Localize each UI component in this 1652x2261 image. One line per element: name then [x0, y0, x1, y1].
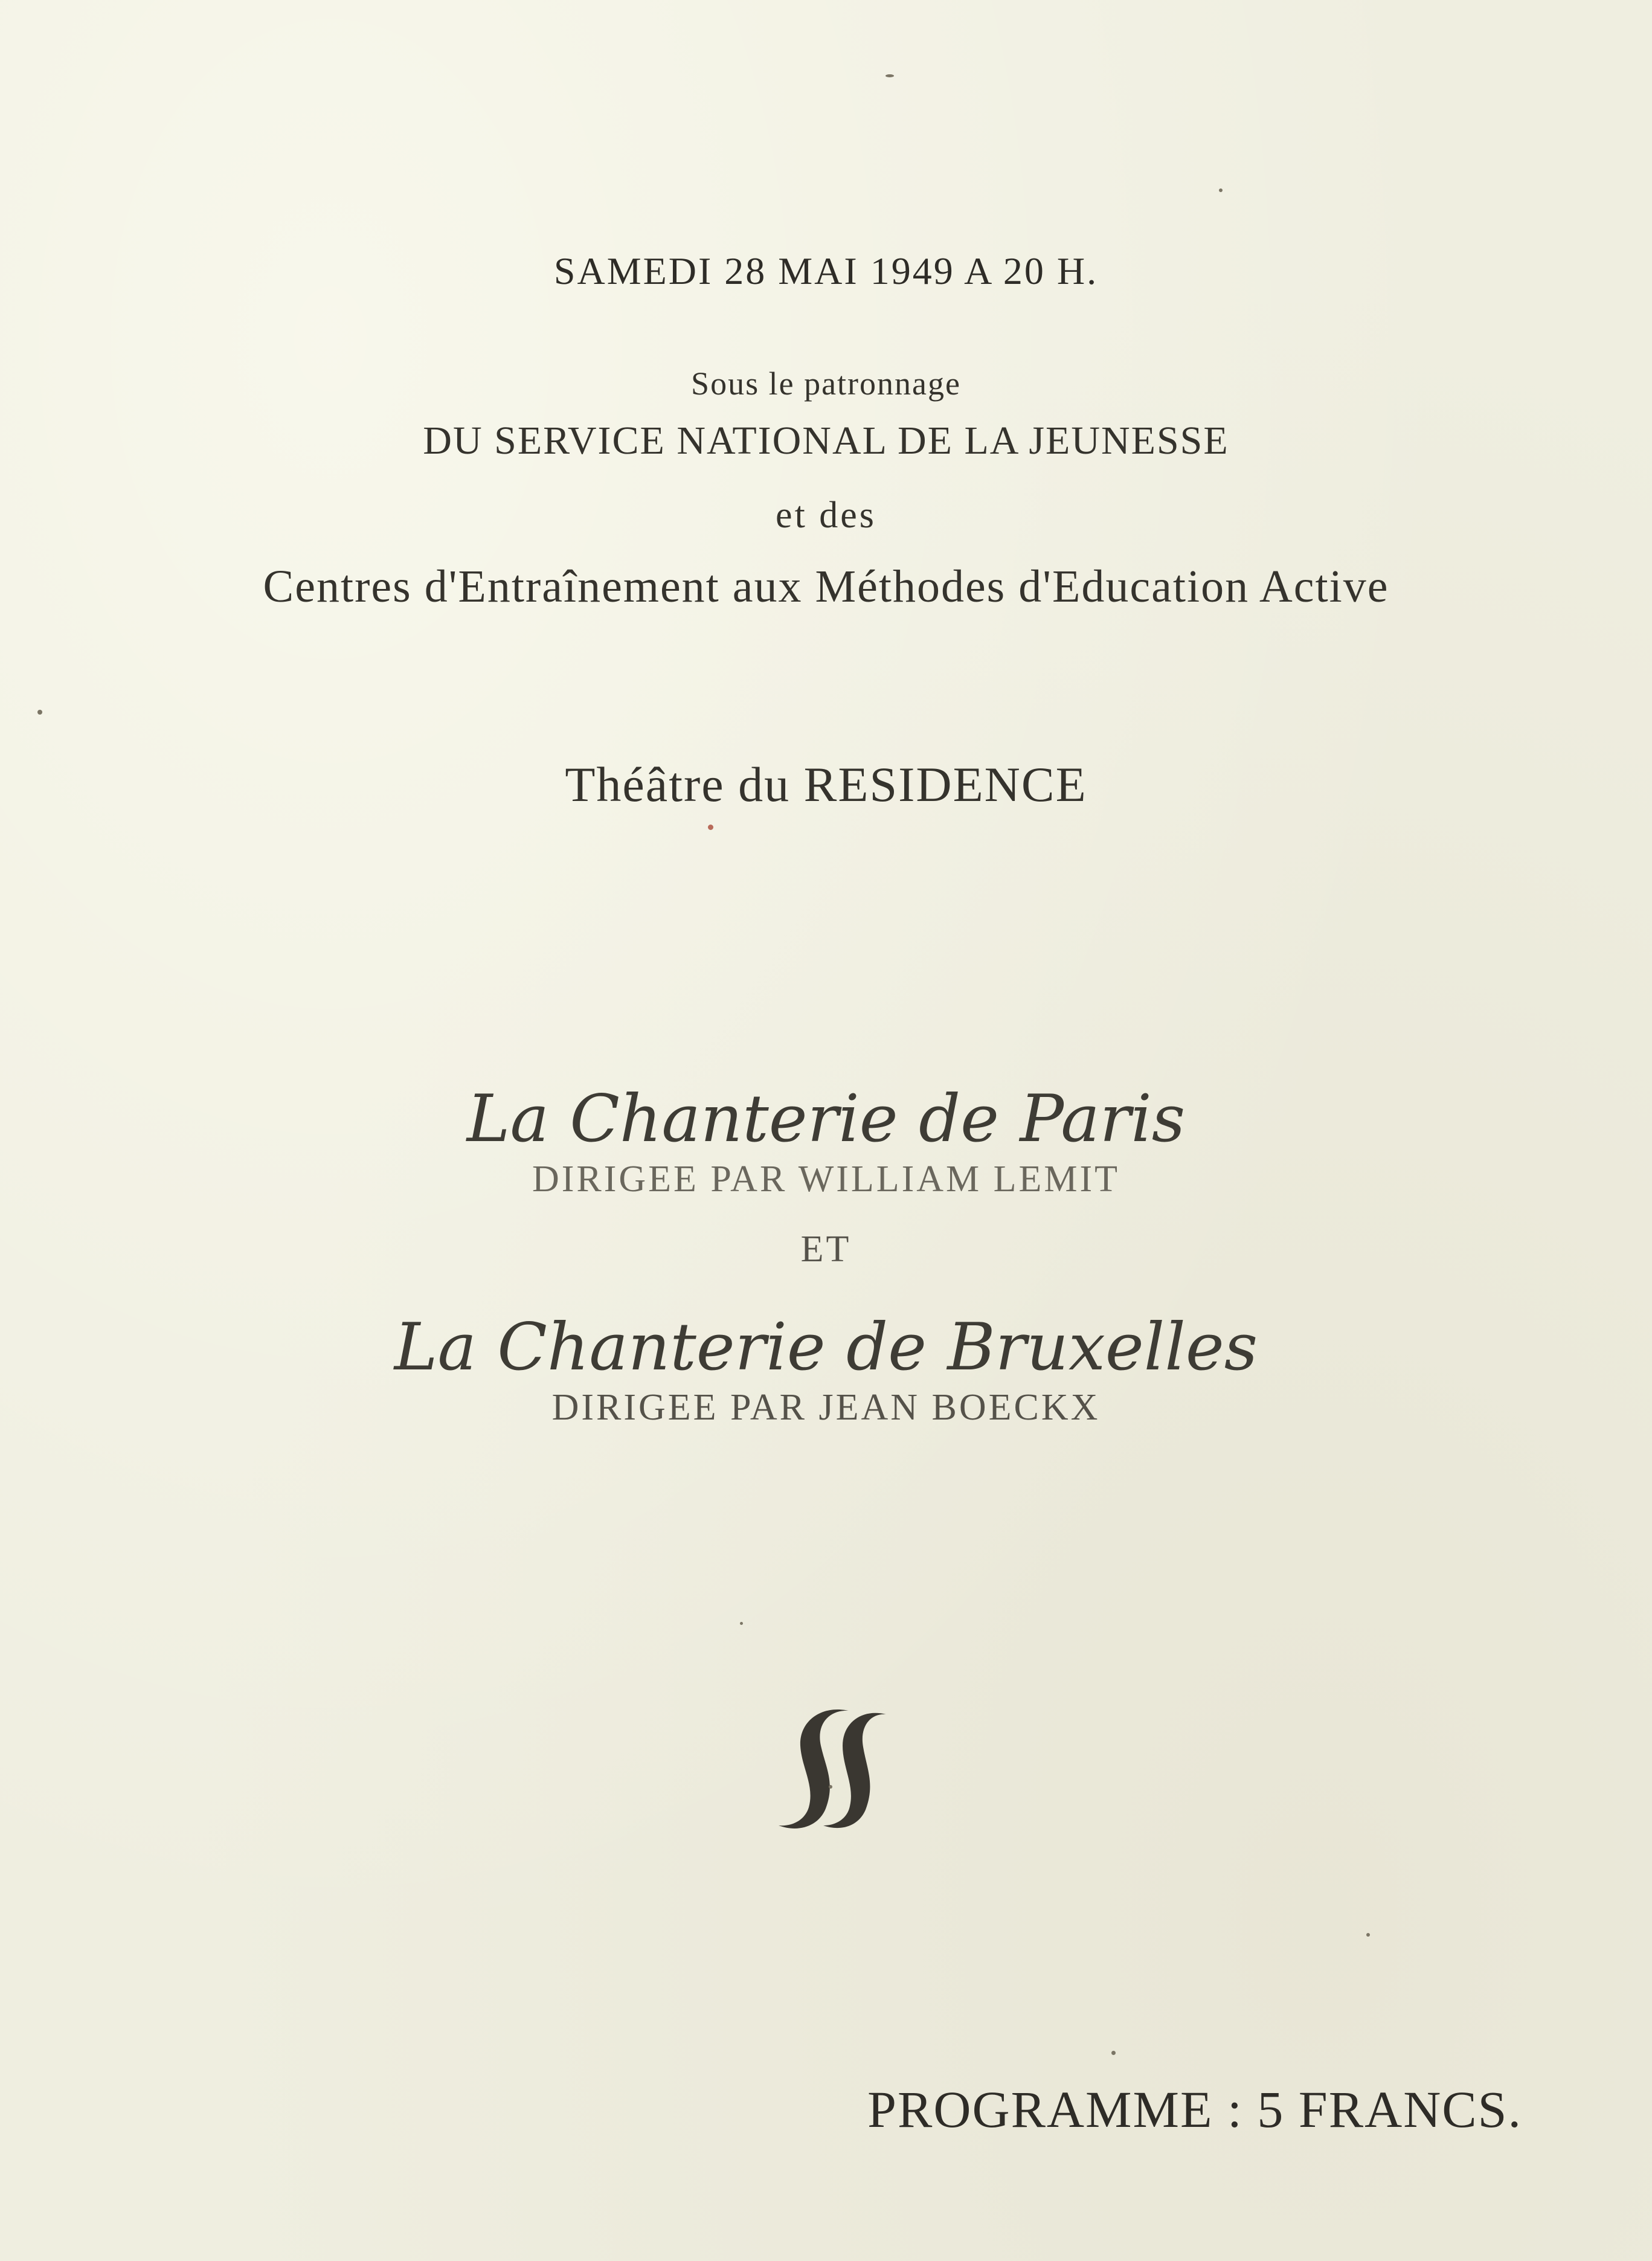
- paper-speck: [708, 825, 713, 830]
- programme-price: PROGRAMME : 5 FRANCS.: [867, 2080, 1522, 2138]
- ss-monogram-icon: [758, 1697, 903, 1842]
- choir-bruxelles-director: DIRIGEE PAR JEAN BOECKX: [551, 1387, 1101, 1428]
- paper-speck: [37, 710, 42, 715]
- patronage-organization: DU SERVICE NATIONAL DE LA JEUNESSE: [423, 419, 1229, 463]
- choir-paris-title: La Chanterie de Paris: [466, 1081, 1186, 1157]
- patronage-intro: Sous le patronnage: [691, 365, 961, 402]
- venue-name: Théâtre du RESIDENCE: [565, 757, 1087, 812]
- paper-speck: [829, 1785, 832, 1789]
- centres-organization: Centres d'Entraînement aux Méthodes d'Education Active: [263, 561, 1389, 612]
- paper-speck: [1111, 2051, 1116, 2055]
- choir-paris-director: DIRIGEE PAR WILLIAM LEMIT: [532, 1159, 1120, 1200]
- paper-speck: [1219, 188, 1223, 192]
- conjunction-text: et des: [776, 495, 876, 536]
- paper-speck: [885, 74, 894, 77]
- choir-bruxelles-title: La Chanterie de Bruxelles: [394, 1310, 1258, 1385]
- paper-speck: [1366, 1933, 1370, 1937]
- and-separator: ET: [800, 1229, 852, 1270]
- paper-speck: [740, 1622, 743, 1625]
- event-date: SAMEDI 28 MAI 1949 A 20 H.: [553, 249, 1099, 292]
